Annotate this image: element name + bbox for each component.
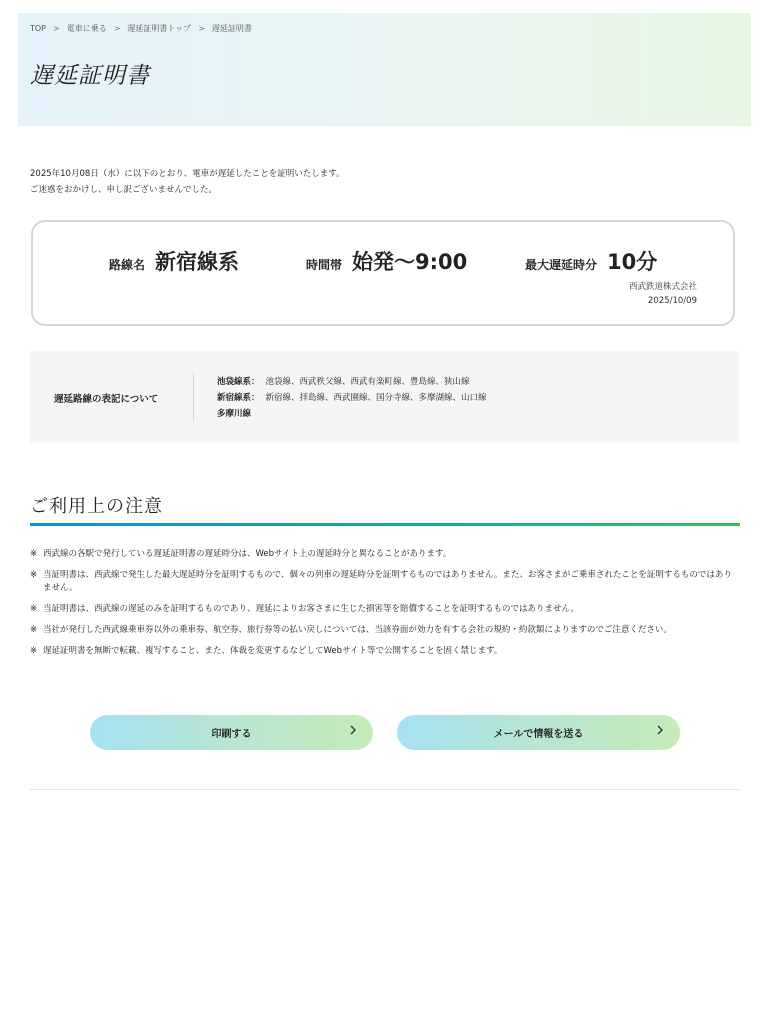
list-item [30,548,738,561]
delay-value: 10分 [607,250,658,274]
usage-notes-list [30,548,738,666]
notation-row-tamagawa [217,406,487,422]
breadcrumb-ride-train[interactable]: 電車に乗る [66,24,107,33]
notation-row-ikebukuro [217,374,487,390]
chevron-right-icon [656,723,664,741]
print-button-label: 印刷する [211,729,252,740]
note-mark: ※ [30,549,38,559]
route-value: 新宿線系 [155,250,240,274]
section-title-underline [30,523,740,526]
breadcrumb-separator: > [53,24,60,33]
breadcrumb-delay-top[interactable]: 遅延証明書トップ [127,24,192,33]
notation-list [217,374,487,422]
issue-date: 2025/10/09 [648,296,697,306]
note-text: 当証明書は、西武線の遅延のみを証明するものであり、遅延によりお客さまに生じた損害等を賠償することを証明するものではありません。 [43,604,580,614]
note-mark: ※ [30,625,38,635]
notation-row-lines: 池袋線、西武秩父線、西武有楽町線、豊島線、狭山線 [265,377,470,387]
breadcrumb [30,23,252,34]
time-label: 時間帯 [306,258,343,272]
list-item [30,569,738,595]
notation-row-shinjuku [217,390,487,406]
intro-text [30,166,345,198]
note-mark: ※ [30,604,38,614]
route-notation-panel [30,351,739,443]
notation-heading: 遅延路線の表記について [54,394,159,405]
chevron-right-icon [349,723,357,741]
notation-row-label: 多摩川線 [217,409,252,419]
issuer-block [629,280,697,308]
route-field [109,246,239,276]
note-mark: ※ [30,646,38,656]
print-button[interactable] [90,715,373,750]
note-mark: ※ [30,570,38,580]
delay-field [525,246,657,276]
note-text: 西武線の各駅で発行している遅延証明書の遅延時分は、Webサイト上の遅延時分と異なることがあります。 [43,549,452,559]
list-item [30,624,738,637]
issuer-name: 西武鉄道株式会社 [628,282,697,292]
list-item [30,645,738,658]
page-header [18,13,751,126]
intro-apology: ご迷惑をおかけし、申し訳ございませんでした。 [30,185,218,195]
delay-certificate-card [31,220,735,326]
breadcrumb-current: 遅延証明書 [211,24,252,33]
breadcrumb-top[interactable]: TOP [30,24,47,33]
breadcrumb-separator: > [198,24,205,33]
time-field [306,246,467,276]
footer-divider [30,789,739,790]
breadcrumb-separator: > [113,24,121,33]
delay-label: 最大遅延時分 [525,258,598,272]
note-text: 当証明書は、西武線で発生した最大遅延時分を証明するもので、個々の列車の遅延時分を証明するものではありません。また、お客さまがご乗車されたことを証明するものではありません。 [43,570,732,593]
notation-row-label: 新宿線系： [217,393,260,403]
page-title: 遅延証明書 [30,63,150,89]
note-text: 遅延証明書を無断で転載、複写すること、また、体裁を変更するなどしてWebサイト等で公開することを固く禁じます。 [43,646,503,656]
notation-row-label: 池袋線系： [217,377,260,387]
time-value: 始発～9:00 [352,250,468,274]
send-mail-button-label: メールで情報を送る [493,729,584,740]
send-mail-button[interactable] [397,715,680,750]
note-text: 当社が発行した西武線乗車券以外の乗車券、航空券、旅行券等の払い戻しについては、当該券面が効力を有する会社の規約・約款類によりますのでご注意ください。 [43,625,672,635]
route-label: 路線名 [109,258,146,272]
list-item [30,603,738,616]
notes-section-title: ご利用上の注意 [30,496,163,517]
notation-divider [193,373,194,421]
notation-row-lines: 新宿線、拝島線、西武園線、国分寺線、多摩湖線、山口線 [265,393,487,403]
intro-statement: 2025年10月08日（水）に以下のとおり、電車が遅延したことを証明いたします。 [30,169,345,179]
